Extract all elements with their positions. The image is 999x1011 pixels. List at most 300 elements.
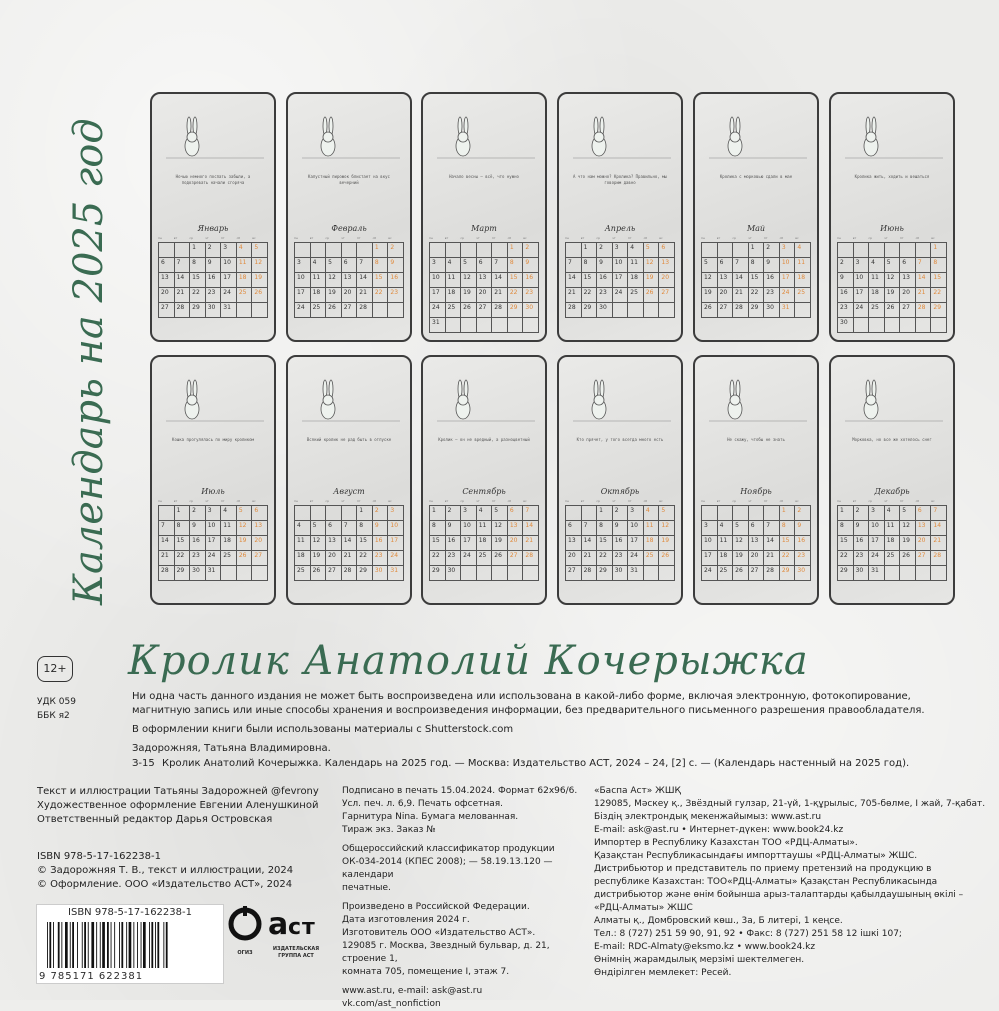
day-cell: 8	[931, 258, 947, 273]
day-cell	[523, 566, 539, 581]
day-cell: 7	[764, 521, 780, 536]
day-cell: 17	[206, 536, 222, 551]
weekday-label: вт	[580, 236, 585, 240]
day-cell: 5	[702, 258, 718, 273]
day-cell	[885, 318, 901, 333]
day-cell: 2	[854, 506, 870, 521]
kz-line: Импортер в Республику Казахстан ТОО «РДЦ-Алматы».	[594, 838, 858, 848]
month-caption: А что нам можно? Кролика? Правильно, мы говорим давно	[573, 174, 667, 185]
day-cell: 16	[190, 536, 206, 551]
day-cell: 15	[357, 536, 373, 551]
day-cell: 16	[206, 273, 222, 288]
day-grid	[565, 505, 675, 581]
day-cell	[477, 566, 493, 581]
day-cell: 7	[492, 258, 508, 273]
day-cell: 6	[900, 258, 916, 273]
day-cell: 25	[718, 566, 734, 581]
day-cell	[342, 506, 358, 521]
barcode-bar	[149, 922, 150, 968]
day-cell: 26	[885, 303, 901, 318]
web-line: www.ast.ru, e-mail: ask@ast.ru	[342, 986, 483, 996]
day-cell: 4	[237, 243, 253, 258]
day-cell: 6	[659, 243, 675, 258]
weekday-label: вт	[716, 499, 721, 503]
day-cell: 30	[854, 566, 870, 581]
day-cell: 7	[175, 258, 191, 273]
day-cell: 27	[659, 288, 675, 303]
manufacturer-line: Произведено в Российской Федерации.	[342, 902, 530, 912]
day-cell: 29	[931, 303, 947, 318]
day-cell: 15	[749, 273, 765, 288]
weekday-label: пн	[294, 499, 298, 503]
day-cell: 26	[733, 566, 749, 581]
day-cell: 30	[764, 303, 780, 318]
weekday-label: пн	[429, 499, 433, 503]
barcode-bar	[157, 922, 159, 968]
day-cell: 2	[446, 506, 462, 521]
day-cell	[702, 506, 718, 521]
day-cell: 28	[764, 566, 780, 581]
day-cell: 22	[780, 551, 796, 566]
day-cell	[342, 243, 358, 258]
month-name: Апрель	[604, 224, 636, 233]
month-name: Август	[333, 487, 365, 496]
weekday-label: чт	[341, 236, 345, 240]
barcode-bar	[91, 922, 94, 968]
weekday-label: пт	[627, 236, 632, 240]
day-cell: 30	[795, 566, 811, 581]
day-cell: 29	[838, 566, 854, 581]
day-cell: 30	[446, 566, 462, 581]
day-cell: 18	[311, 288, 327, 303]
day-cell: 25	[477, 551, 493, 566]
day-cell: 11	[221, 521, 237, 536]
day-cell: 11	[477, 521, 493, 536]
day-cell: 19	[733, 551, 749, 566]
day-cell: 15	[780, 536, 796, 551]
month-caption: Кролика жить, ходить и вешаться	[854, 174, 930, 179]
day-cell: 11	[237, 258, 253, 273]
day-cell: 1	[597, 506, 613, 521]
kz-line: республике Казахстан: ТОО«РДЦ-Алматы» Қазақстан Республикасында	[594, 877, 938, 887]
month-caption: Капустный пирожок блистает на вкус вечерний	[308, 174, 390, 185]
weekday-label: сб	[372, 499, 377, 503]
day-cell: 1	[749, 243, 765, 258]
day-cell	[869, 318, 885, 333]
day-cell	[749, 506, 765, 521]
day-cell: 29	[780, 566, 796, 581]
barcode-bar	[151, 922, 153, 968]
day-cell	[900, 318, 916, 333]
day-cell: 3	[388, 506, 404, 521]
day-cell: 1	[175, 506, 191, 521]
day-cell	[702, 243, 718, 258]
day-cell: 26	[252, 288, 268, 303]
day-cell: 12	[311, 536, 327, 551]
day-cell: 3	[206, 506, 222, 521]
credit-line: Ответственный редактор Дарья Островская	[37, 814, 273, 825]
barcode-bar	[58, 922, 60, 968]
weekday-label: вт	[309, 499, 314, 503]
manufacturer-line: Дата изготовления 2024 г.	[342, 915, 470, 925]
day-cell: 21	[764, 551, 780, 566]
day-cell: 21	[175, 288, 191, 303]
day-cell: 16	[613, 536, 629, 551]
day-cell: 29	[190, 303, 206, 318]
day-cell: 31	[430, 318, 446, 333]
day-cell	[492, 318, 508, 333]
day-cell: 22	[175, 551, 191, 566]
kz-line: E-mail: ask@ast.ru • Интернет-дүкен: www.book24.kz	[594, 825, 844, 835]
day-cell: 16	[597, 273, 613, 288]
print-line: Усл. печ. л. 6,9. Печать офсетная.	[342, 799, 504, 809]
weekday-label: сб	[915, 499, 920, 503]
day-cell: 19	[492, 536, 508, 551]
day-cell: 19	[659, 536, 675, 551]
day-cell: 11	[795, 258, 811, 273]
day-cell: 14	[764, 536, 780, 551]
day-cell: 18	[221, 536, 237, 551]
weekday-label: чт	[748, 236, 752, 240]
day-cell: 24	[702, 566, 718, 581]
day-cell: 31	[869, 566, 885, 581]
day-cell: 15	[175, 536, 191, 551]
day-cell: 18	[237, 273, 253, 288]
day-cell	[885, 243, 901, 258]
day-cell: 30	[597, 303, 613, 318]
day-cell: 27	[159, 303, 175, 318]
day-cell: 17	[461, 536, 477, 551]
day-grid	[429, 505, 539, 581]
weekday-label: сб	[372, 236, 377, 240]
weekday-label: вс	[931, 499, 935, 503]
day-cell: 24	[295, 303, 311, 318]
day-cell: 29	[597, 566, 613, 581]
web-line: vk.com/ast_nonfiction	[342, 999, 441, 1009]
day-cell: 11	[885, 521, 901, 536]
day-cell: 6	[326, 521, 342, 536]
barcode-bar	[121, 922, 123, 968]
day-cell	[613, 303, 629, 318]
credit-line: Текст и иллюстрации Татьяны Задорожней @fevrony	[37, 786, 319, 797]
barcode-bar	[107, 922, 109, 968]
isbn-line: ISBN 978-5-17-162238-1	[37, 851, 161, 862]
day-cell: 6	[252, 506, 268, 521]
day-cell: 19	[326, 288, 342, 303]
day-cell: 27	[508, 551, 524, 566]
day-cell: 1	[357, 506, 373, 521]
day-cell: 13	[477, 273, 493, 288]
day-cell: 21	[492, 288, 508, 303]
day-cell: 12	[252, 258, 268, 273]
day-cell: 2	[388, 243, 404, 258]
day-cell: 25	[644, 551, 660, 566]
udk-code: УДК 059	[37, 697, 76, 707]
barcode-bar	[133, 922, 134, 968]
day-cell: 7	[523, 506, 539, 521]
month-name: Март	[471, 224, 497, 233]
barcode-bar	[129, 922, 132, 968]
weekday-label: пн	[701, 236, 705, 240]
copyright-line: © Задорожняя Т. В., текст и иллюстрации, 2024	[37, 865, 294, 876]
isbn-barcode	[36, 904, 224, 984]
day-cell	[492, 243, 508, 258]
weekday-label: пт	[899, 236, 904, 240]
month-caption: Начало весны – всё, что нужно	[449, 174, 519, 179]
day-grid	[837, 505, 947, 581]
day-cell: 6	[718, 258, 734, 273]
month-card	[421, 355, 547, 605]
day-cell	[566, 506, 582, 521]
day-cell: 14	[342, 536, 358, 551]
barcode-number: 9 785171 622381	[39, 971, 144, 982]
day-cell	[237, 303, 253, 318]
day-cell: 20	[566, 551, 582, 566]
day-cell: 20	[342, 288, 358, 303]
day-cell: 27	[718, 303, 734, 318]
day-cell: 29	[430, 566, 446, 581]
day-cell: 9	[446, 521, 462, 536]
day-cell: 21	[357, 288, 373, 303]
day-cell: 23	[795, 551, 811, 566]
kz-line: Біздің электрондық мекенжайымыз: www.ast.ru	[594, 812, 822, 822]
day-cell	[733, 506, 749, 521]
day-cell: 10	[702, 536, 718, 551]
day-cell: 28	[492, 303, 508, 318]
barcode-bar	[77, 922, 78, 968]
weekday-label: вс	[252, 236, 256, 240]
day-cell: 9	[854, 521, 870, 536]
weekday-label: пн	[837, 499, 841, 503]
day-cell: 4	[221, 506, 237, 521]
day-cell	[237, 566, 253, 581]
day-cell: 8	[582, 258, 598, 273]
day-cell	[885, 566, 901, 581]
rabbit-illustration	[695, 363, 819, 433]
day-cell: 4	[869, 258, 885, 273]
day-cell: 15	[838, 536, 854, 551]
weekday-label: пн	[565, 236, 569, 240]
day-cell: 10	[628, 521, 644, 536]
weekday-label: пн	[701, 499, 705, 503]
day-cell: 13	[900, 273, 916, 288]
day-cell: 18	[477, 536, 493, 551]
day-grid	[701, 242, 811, 318]
day-cell	[508, 318, 524, 333]
day-cell: 15	[931, 273, 947, 288]
day-cell: 19	[252, 273, 268, 288]
barcode-isbn-label: ISBN 978-5-17-162238-1	[68, 907, 192, 918]
rabbit-illustration	[559, 100, 683, 170]
day-cell: 29	[508, 303, 524, 318]
month-name: Май	[746, 224, 766, 233]
day-cell: 20	[659, 273, 675, 288]
kz-line: Алматы қ., Домбровский көш., 3а, Б литері, 1 кеңсе.	[594, 916, 843, 926]
day-cell: 15	[430, 536, 446, 551]
day-cell	[175, 243, 191, 258]
day-cell: 6	[508, 506, 524, 521]
day-cell: 11	[644, 521, 660, 536]
manufacturer-line: Изготовитель ООО «Издательство АСТ».	[342, 928, 536, 938]
weekday-label: пт	[356, 236, 361, 240]
day-cell: 5	[733, 521, 749, 536]
weekday-label: вт	[580, 499, 585, 503]
ast-label: ИЗДАТЕЛЬСКАЯ ГРУППА АСТ	[272, 946, 320, 959]
day-grid	[294, 505, 404, 581]
weekday-label: ср	[868, 499, 872, 503]
day-cell: 23	[523, 288, 539, 303]
print-line: Подписано в печать 15.04.2024. Формат 62х96/6.	[342, 786, 578, 796]
day-cell: 29	[357, 566, 373, 581]
day-cell: 16	[446, 536, 462, 551]
svg-text:c: c	[288, 915, 302, 940]
day-cell: 25	[628, 288, 644, 303]
weekday-label: вс	[388, 499, 392, 503]
day-cell: 19	[900, 536, 916, 551]
day-cell	[492, 566, 508, 581]
weekday-header	[565, 499, 675, 503]
weekday-label: пт	[356, 499, 361, 503]
day-cell: 22	[931, 288, 947, 303]
day-cell	[430, 243, 446, 258]
day-cell	[508, 566, 524, 581]
kz-info	[594, 785, 994, 980]
day-cell: 9	[373, 521, 389, 536]
svg-text:Календарь на 2025 год: Календарь на 2025 год	[66, 118, 112, 605]
day-cell: 21	[931, 536, 947, 551]
day-cell: 19	[885, 288, 901, 303]
kz-line: 129085, Мәскеу қ., Звёздный гулзар, 21-үй, 1-құрылыс, 705-бөлме, I жай, 7-қабат.	[594, 799, 986, 809]
day-cell: 11	[446, 273, 462, 288]
month-card	[421, 92, 547, 342]
day-cell	[733, 243, 749, 258]
weekday-label: сб	[507, 499, 512, 503]
day-cell: 14	[582, 536, 598, 551]
day-grid	[701, 505, 811, 581]
day-cell: 18	[644, 536, 660, 551]
month-name: Июнь	[880, 224, 904, 233]
barcode-bar	[84, 922, 86, 968]
day-cell: 21	[916, 288, 932, 303]
day-cell	[718, 243, 734, 258]
day-cell	[446, 318, 462, 333]
weekday-label: ср	[732, 499, 736, 503]
kz-line: «РДЦ-Алматы» ЖШС	[594, 903, 693, 913]
bbk-code: ББК я2	[37, 711, 70, 721]
day-cell: 29	[582, 303, 598, 318]
weekday-header	[701, 236, 811, 240]
day-cell: 26	[461, 303, 477, 318]
catalog-code: З-15	[132, 758, 155, 769]
day-cell: 13	[342, 273, 358, 288]
day-cell	[461, 318, 477, 333]
weekday-label: сб	[236, 236, 241, 240]
day-cell: 25	[885, 551, 901, 566]
day-cell: 18	[446, 288, 462, 303]
day-cell: 10	[613, 258, 629, 273]
day-cell: 9	[764, 258, 780, 273]
weekday-label: пт	[220, 236, 225, 240]
author-name: Задорожняя, Татьяна Владимировна.	[132, 743, 331, 754]
day-cell: 7	[342, 521, 358, 536]
day-cell: 9	[190, 521, 206, 536]
day-cell: 6	[342, 258, 358, 273]
day-cell: 16	[764, 273, 780, 288]
weekday-label: вс	[795, 499, 799, 503]
month-card	[150, 355, 276, 605]
month-card	[557, 355, 683, 605]
day-cell: 1	[430, 506, 446, 521]
day-cell: 10	[388, 521, 404, 536]
day-cell: 13	[252, 521, 268, 536]
day-cell: 10	[295, 273, 311, 288]
day-cell: 22	[582, 288, 598, 303]
day-cell: 30	[190, 566, 206, 581]
kz-line: Өнімнің жарамдылық мерзімі шектелмеген.	[594, 955, 805, 965]
month-card	[150, 92, 276, 342]
day-cell: 4	[718, 521, 734, 536]
month-name: Июль	[201, 487, 225, 496]
day-cell: 1	[373, 243, 389, 258]
day-cell: 28	[566, 303, 582, 318]
day-cell	[252, 303, 268, 318]
day-cell: 31	[221, 303, 237, 318]
weekday-label: вс	[523, 236, 527, 240]
day-cell: 14	[175, 273, 191, 288]
weekday-label: пт	[899, 499, 904, 503]
rabbit-illustration	[288, 100, 412, 170]
day-cell: 23	[764, 288, 780, 303]
day-cell	[388, 303, 404, 318]
weekday-label: вс	[795, 236, 799, 240]
day-cell: 30	[838, 318, 854, 333]
day-cell	[854, 243, 870, 258]
day-cell: 3	[854, 258, 870, 273]
day-cell	[566, 243, 582, 258]
weekday-label: сб	[643, 499, 648, 503]
day-cell: 19	[644, 273, 660, 288]
vertical-title	[58, 90, 120, 610]
day-cell	[795, 303, 811, 318]
weekday-label: сб	[507, 236, 512, 240]
day-cell	[373, 303, 389, 318]
rabbit-illustration	[423, 363, 547, 433]
day-cell: 1	[508, 243, 524, 258]
legal-notice: Ни одна часть данного издания не может быть воспроизведена или использована в какой-либо форме, включая электронную, фотокопирование, магнитную запись или иные способы хранения и воспроизведения информации, без предварительного письменного разрешения правообладателя.	[132, 691, 925, 716]
day-cell	[461, 566, 477, 581]
day-cell: 2	[206, 243, 222, 258]
day-cell: 6	[566, 521, 582, 536]
kz-line: E-mail: RDC-Almaty@eksmo.kz • www.book24.kz	[594, 942, 816, 952]
day-cell: 26	[492, 551, 508, 566]
barcode-bar	[126, 922, 127, 968]
day-cell: 22	[430, 551, 446, 566]
month-card	[829, 92, 955, 342]
day-cell: 14	[523, 521, 539, 536]
day-cell: 25	[221, 551, 237, 566]
classifier-line: ОК-034-2014 (КПЕС 2008); — 58.19.13.120 — календари	[342, 857, 553, 880]
day-cell: 21	[582, 551, 598, 566]
day-cell: 27	[326, 566, 342, 581]
barcode-bar	[47, 922, 48, 968]
day-cell	[461, 243, 477, 258]
weekday-label: вт	[173, 499, 178, 503]
day-cell: 30	[613, 566, 629, 581]
rabbit-illustration	[288, 363, 412, 433]
barcode-bar	[70, 922, 71, 968]
day-cell: 8	[597, 521, 613, 536]
day-cell: 13	[326, 536, 342, 551]
